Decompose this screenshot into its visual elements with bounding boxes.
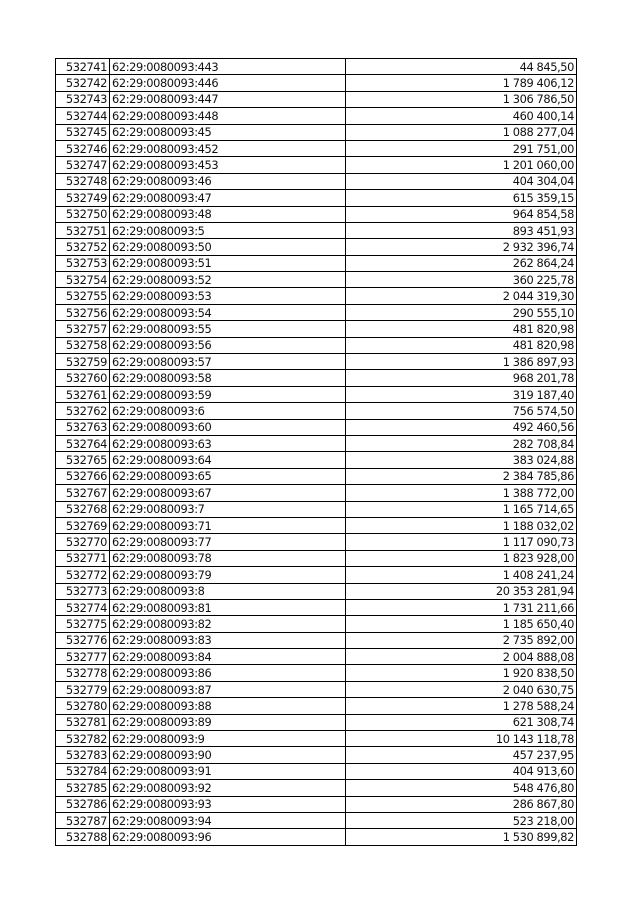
table-row [56,681,577,697]
cadastral-value-cell: 460 400,14 [346,108,577,124]
row-number-cell: 532763 [56,419,110,435]
row-number-cell: 532773 [56,583,110,599]
cadastral-number-cell: 62:29:0080093:84 [110,649,346,665]
cadastral-value-cell: 2 384 785,86 [346,468,577,484]
row-number-cell: 532784 [56,763,110,779]
cadastral-number-cell: 62:29:0080093:60 [110,419,346,435]
row-number-cell: 532768 [56,501,110,517]
cadastral-value-cell: 893 451,93 [346,222,577,238]
cadastral-number-cell: 62:29:0080093:57 [110,354,346,370]
table-row [56,190,577,206]
cadastral-number-cell: 62:29:0080093:91 [110,763,346,779]
table-row [56,255,577,271]
table-row [56,386,577,402]
cadastral-value-cell: 968 201,78 [346,370,577,386]
table-row [56,140,577,156]
table-row [56,370,577,386]
cadastral-value-cell: 1 408 241,24 [346,567,577,583]
table-row [56,567,577,583]
row-number-cell: 532774 [56,599,110,615]
cadastral-value-cell: 319 187,40 [346,386,577,402]
cadastral-number-cell: 62:29:0080093:54 [110,304,346,320]
cadastral-number-cell: 62:29:0080093:51 [110,255,346,271]
cadastral-number-cell: 62:29:0080093:90 [110,747,346,763]
table-row [56,780,577,796]
row-number-cell: 532758 [56,337,110,353]
cadastral-value-cell: 1 117 090,73 [346,534,577,550]
cadastral-value-cell: 2 040 630,75 [346,681,577,697]
cadastral-value-cell: 1 789 406,12 [346,75,577,91]
cadastral-value-cell: 1 185 650,40 [346,616,577,632]
row-number-cell: 532753 [56,255,110,271]
table-row [56,616,577,632]
cadastral-value-cell: 1 201 060,00 [346,157,577,173]
cadastral-value-cell: 457 237,95 [346,747,577,763]
table-row [56,337,577,353]
cadastral-number-cell: 62:29:0080093:447 [110,91,346,107]
cadastral-number-cell: 62:29:0080093:5 [110,222,346,238]
cadastral-number-cell: 62:29:0080093:93 [110,796,346,812]
cadastral-number-cell: 62:29:0080093:63 [110,435,346,451]
table-row [56,354,577,370]
cadastral-number-cell: 62:29:0080093:94 [110,812,346,828]
cadastral-number-cell: 62:29:0080093:96 [110,829,346,845]
table-row [56,501,577,517]
cadastral-number-cell: 62:29:0080093:87 [110,681,346,697]
row-number-cell: 532759 [56,354,110,370]
cadastral-value-cell: 615 359,15 [346,190,577,206]
table-row [56,731,577,747]
cadastral-value-cell: 383 024,88 [346,452,577,468]
cadastral-value-cell: 1 388 772,00 [346,485,577,501]
table-row [56,550,577,566]
cadastral-value-cell: 1 823 928,00 [346,550,577,566]
row-number-cell: 532746 [56,140,110,156]
cadastral-value-cell: 291 751,00 [346,140,577,156]
cadastral-number-cell: 62:29:0080093:58 [110,370,346,386]
table-row [56,599,577,615]
table-row [56,206,577,222]
cadastral-value-cell: 1 165 714,65 [346,501,577,517]
cadastral-value-cell: 481 820,98 [346,321,577,337]
cadastral-value-cell: 1 306 786,50 [346,91,577,107]
row-number-cell: 532765 [56,452,110,468]
cadastral-value-cell: 2 932 396,74 [346,239,577,255]
row-number-cell: 532757 [56,321,110,337]
cadastral-number-cell: 62:29:0080093:45 [110,124,346,140]
cadastral-value-cell: 1 188 032,02 [346,517,577,533]
cadastral-value-cell: 523 218,00 [346,812,577,828]
cadastral-number-cell: 62:29:0080093:82 [110,616,346,632]
cadastral-value-cell: 1 088 277,04 [346,124,577,140]
table-row [56,239,577,255]
cadastral-value-cell: 621 308,74 [346,714,577,730]
row-number-cell: 532750 [56,206,110,222]
cadastral-number-cell: 62:29:0080093:67 [110,485,346,501]
row-number-cell: 532781 [56,714,110,730]
row-number-cell: 532782 [56,731,110,747]
table-row [56,75,577,91]
row-number-cell: 532748 [56,173,110,189]
row-number-cell: 532745 [56,124,110,140]
cadastral-value-cell: 404 304,04 [346,173,577,189]
table-row [56,468,577,484]
table-row [56,452,577,468]
cadastral-number-cell: 62:29:0080093:50 [110,239,346,255]
cadastral-value-cell: 290 555,10 [346,304,577,320]
row-number-cell: 532780 [56,698,110,714]
row-number-cell: 532744 [56,108,110,124]
row-number-cell: 532762 [56,403,110,419]
table-row [56,173,577,189]
cadastral-value-cell: 20 353 281,94 [346,583,577,599]
table-row [56,321,577,337]
cadastral-number-cell: 62:29:0080093:77 [110,534,346,550]
table-row [56,632,577,648]
row-number-cell: 532775 [56,616,110,632]
row-number-cell: 532767 [56,485,110,501]
cadastral-value-table [55,58,577,846]
row-number-cell: 532786 [56,796,110,812]
cadastral-value-cell: 1 920 838,50 [346,665,577,681]
row-number-cell: 532741 [56,59,110,75]
table-row [56,649,577,665]
table-row [56,812,577,828]
cadastral-number-cell: 62:29:0080093:65 [110,468,346,484]
table-row [56,157,577,173]
row-number-cell: 532787 [56,812,110,828]
cadastral-number-cell: 62:29:0080093:64 [110,452,346,468]
row-number-cell: 532785 [56,780,110,796]
row-number-cell: 532764 [56,435,110,451]
table-row [56,435,577,451]
table-row [56,763,577,779]
cadastral-value-cell: 1 386 897,93 [346,354,577,370]
table-row [56,222,577,238]
table-row [56,108,577,124]
cadastral-value-cell: 282 708,84 [346,435,577,451]
table-row [56,796,577,812]
cadastral-number-cell: 62:29:0080093:78 [110,550,346,566]
row-number-cell: 532766 [56,468,110,484]
table-body [56,59,577,846]
cadastral-value-cell: 548 476,80 [346,780,577,796]
table-row [56,304,577,320]
row-number-cell: 532772 [56,567,110,583]
table-row [56,272,577,288]
cadastral-number-cell: 62:29:0080093:86 [110,665,346,681]
cadastral-value-cell: 2 735 892,00 [346,632,577,648]
table-row [56,91,577,107]
cadastral-value-cell: 360 225,78 [346,272,577,288]
row-number-cell: 532778 [56,665,110,681]
row-number-cell: 532776 [56,632,110,648]
table-row [56,59,577,75]
table-row [56,665,577,681]
table-row [56,419,577,435]
row-number-cell: 532788 [56,829,110,845]
cadastral-number-cell: 62:29:0080093:443 [110,59,346,75]
cadastral-number-cell: 62:29:0080093:79 [110,567,346,583]
row-number-cell: 532749 [56,190,110,206]
cadastral-number-cell: 62:29:0080093:48 [110,206,346,222]
cadastral-value-cell: 404 913,60 [346,763,577,779]
cadastral-number-cell: 62:29:0080093:71 [110,517,346,533]
cadastral-number-cell: 62:29:0080093:452 [110,140,346,156]
cadastral-value-cell: 756 574,50 [346,403,577,419]
cadastral-number-cell: 62:29:0080093:46 [110,173,346,189]
table-row [56,829,577,845]
cadastral-number-cell: 62:29:0080093:52 [110,272,346,288]
row-number-cell: 532755 [56,288,110,304]
cadastral-value-cell: 492 460,56 [346,419,577,435]
cadastral-value-cell: 286 867,80 [346,796,577,812]
cadastral-number-cell: 62:29:0080093:8 [110,583,346,599]
table-row [56,288,577,304]
row-number-cell: 532783 [56,747,110,763]
row-number-cell: 532754 [56,272,110,288]
row-number-cell: 532751 [56,222,110,238]
table-row [56,698,577,714]
table-row [56,403,577,419]
cadastral-value-cell: 262 864,24 [346,255,577,271]
cadastral-value-cell: 10 143 118,78 [346,731,577,747]
row-number-cell: 532771 [56,550,110,566]
cadastral-number-cell: 62:29:0080093:56 [110,337,346,353]
cadastral-value-cell: 1 530 899,82 [346,829,577,845]
cadastral-number-cell: 62:29:0080093:53 [110,288,346,304]
cadastral-value-cell: 1 731 211,66 [346,599,577,615]
cadastral-value-cell: 2 044 319,30 [346,288,577,304]
cadastral-value-cell: 964 854,58 [346,206,577,222]
cadastral-number-cell: 62:29:0080093:88 [110,698,346,714]
table-row [56,747,577,763]
cadastral-number-cell: 62:29:0080093:6 [110,403,346,419]
table-row [56,485,577,501]
cadastral-number-cell: 62:29:0080093:59 [110,386,346,402]
table-row [56,124,577,140]
cadastral-number-cell: 62:29:0080093:92 [110,780,346,796]
row-number-cell: 532752 [56,239,110,255]
row-number-cell: 532779 [56,681,110,697]
row-number-cell: 532742 [56,75,110,91]
row-number-cell: 532747 [56,157,110,173]
cadastral-number-cell: 62:29:0080093:7 [110,501,346,517]
cadastral-number-cell: 62:29:0080093:446 [110,75,346,91]
cadastral-value-cell: 481 820,98 [346,337,577,353]
row-number-cell: 532769 [56,517,110,533]
cadastral-number-cell: 62:29:0080093:9 [110,731,346,747]
table-row [56,583,577,599]
table-row [56,517,577,533]
cadastral-number-cell: 62:29:0080093:55 [110,321,346,337]
row-number-cell: 532770 [56,534,110,550]
row-number-cell: 532777 [56,649,110,665]
table-row [56,714,577,730]
cadastral-number-cell: 62:29:0080093:83 [110,632,346,648]
table-row [56,534,577,550]
cadastral-value-cell: 44 845,50 [346,59,577,75]
cadastral-number-cell: 62:29:0080093:453 [110,157,346,173]
row-number-cell: 532760 [56,370,110,386]
row-number-cell: 532761 [56,386,110,402]
row-number-cell: 532756 [56,304,110,320]
cadastral-number-cell: 62:29:0080093:89 [110,714,346,730]
cadastral-number-cell: 62:29:0080093:81 [110,599,346,615]
cadastral-value-cell: 1 278 588,24 [346,698,577,714]
row-number-cell: 532743 [56,91,110,107]
cadastral-number-cell: 62:29:0080093:448 [110,108,346,124]
cadastral-value-cell: 2 004 888,08 [346,649,577,665]
cadastral-number-cell: 62:29:0080093:47 [110,190,346,206]
